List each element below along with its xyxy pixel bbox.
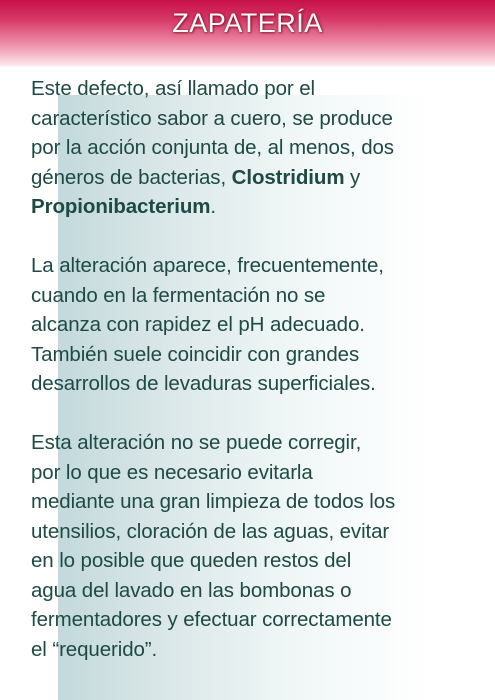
paragraph-3-text: Esta alteración no se puede corregir, por lo que es necesario evitarla mediante una gran limpieza de todos los utensilios, cloración de las aguas, evitar en lo posible que queden restos del agua del lavado en las bombonas o fermentadores y efectuar correctamente el “requerido”. bbox=[31, 431, 396, 661]
paragraph-1 bbox=[31, 74, 491, 222]
paragraph-3 bbox=[31, 428, 491, 664]
paragraph-2 bbox=[31, 251, 491, 399]
bold-term-clostridium: Clostridium bbox=[231, 165, 345, 189]
paragraph-1-text: Este defecto, así llamado por el característico sabor a cuero, se produce por la acción conjunta de, al menos, dos géneros de bacterias, bbox=[31, 77, 394, 189]
body-text bbox=[31, 74, 491, 694]
paragraph-1-end: . bbox=[210, 195, 217, 218]
page-title: ZAPATERÍA bbox=[172, 8, 323, 38]
title-banner bbox=[0, 0, 495, 66]
paragraph-1-text-2: y bbox=[350, 165, 361, 189]
bold-term-propionibacterium: Propionibacterium bbox=[31, 195, 211, 218]
paragraph-2-text: La alteración aparece, frecuentemente, cuando en la fermentación no se alcanza con rapidez el pH adecuado. También suele coincidir con grandes desarrollos de levaduras superficiales. bbox=[31, 254, 384, 395]
